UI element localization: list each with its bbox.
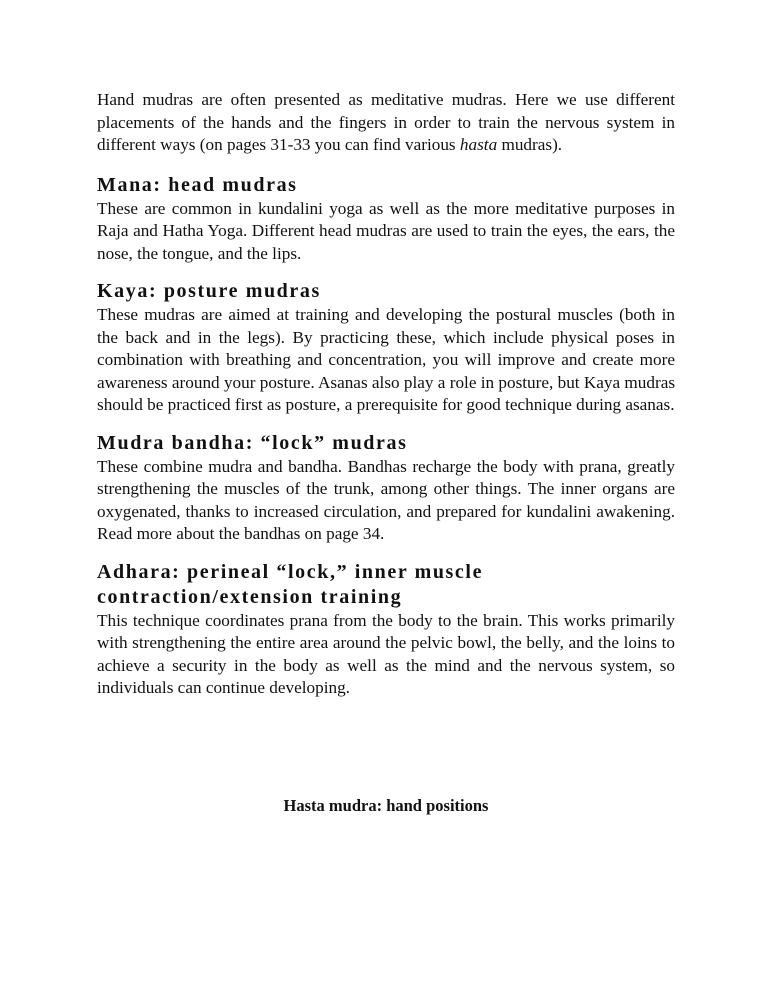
- intro-text-end: mudras).: [497, 135, 563, 154]
- section-body: This technique coordinates prana from the body to the brain. This works primarily with strengthening the entire area around the pelvic bowl, the belly, and the loins to achieve a security in the body as well as the mind and the nervous system, so individuals can continue developing.: [97, 610, 675, 697]
- section-body: These are common in kundalini yoga as well as the more meditative purposes in Raja and Hatha Yoga. Different head mudras are used to train the eyes, the ears, the nose, the tongue, and the lips.: [97, 198, 675, 263]
- figure-caption: Hasta mudra: hand positions: [283, 796, 489, 815]
- section-heading: Adhara: perineal “lock,” inner muscle contraction/extension training: [97, 560, 484, 608]
- section-heading: Mana: head mudras: [97, 173, 298, 196]
- section-mana: [97, 173, 675, 266]
- section-mudra-bandha: [97, 431, 675, 546]
- section-heading: Mudra bandha: “lock” mudras: [97, 431, 408, 454]
- intro-paragraph: [97, 89, 675, 157]
- section-body: These combine mudra and bandha. Bandhas recharge the body with prana, greatly strengthening the muscles of the trunk, among other things. The inner organs are oxygenated, thanks to increased circulation, and prepared for kundalini awakening. Read more about the bandhas on page 34.: [97, 456, 675, 543]
- section-kaya: [97, 279, 675, 417]
- intro-italic-term: hasta: [459, 135, 498, 154]
- intro-text: Hand mudras are often presented as meditative mudras. Here we use different placements of the hands and the fingers in order to train the nervous system in different ways (on pages 31-33 you can find various: [97, 90, 675, 154]
- section-heading: Kaya: posture mudras: [97, 280, 321, 302]
- section-body: These mudras are aimed at training and developing the postural muscles (both in the back and in the legs). By practicing these, which include physical poses in combination with breathing and concentration, you will improve and create more awareness around your posture. Asanas also play a role in posture, but Kaya mudras should be practiced first as posture, a prerequisite for good technique during asanas.: [97, 305, 676, 414]
- section-adhara: [97, 560, 675, 700]
- page-content: [97, 89, 675, 714]
